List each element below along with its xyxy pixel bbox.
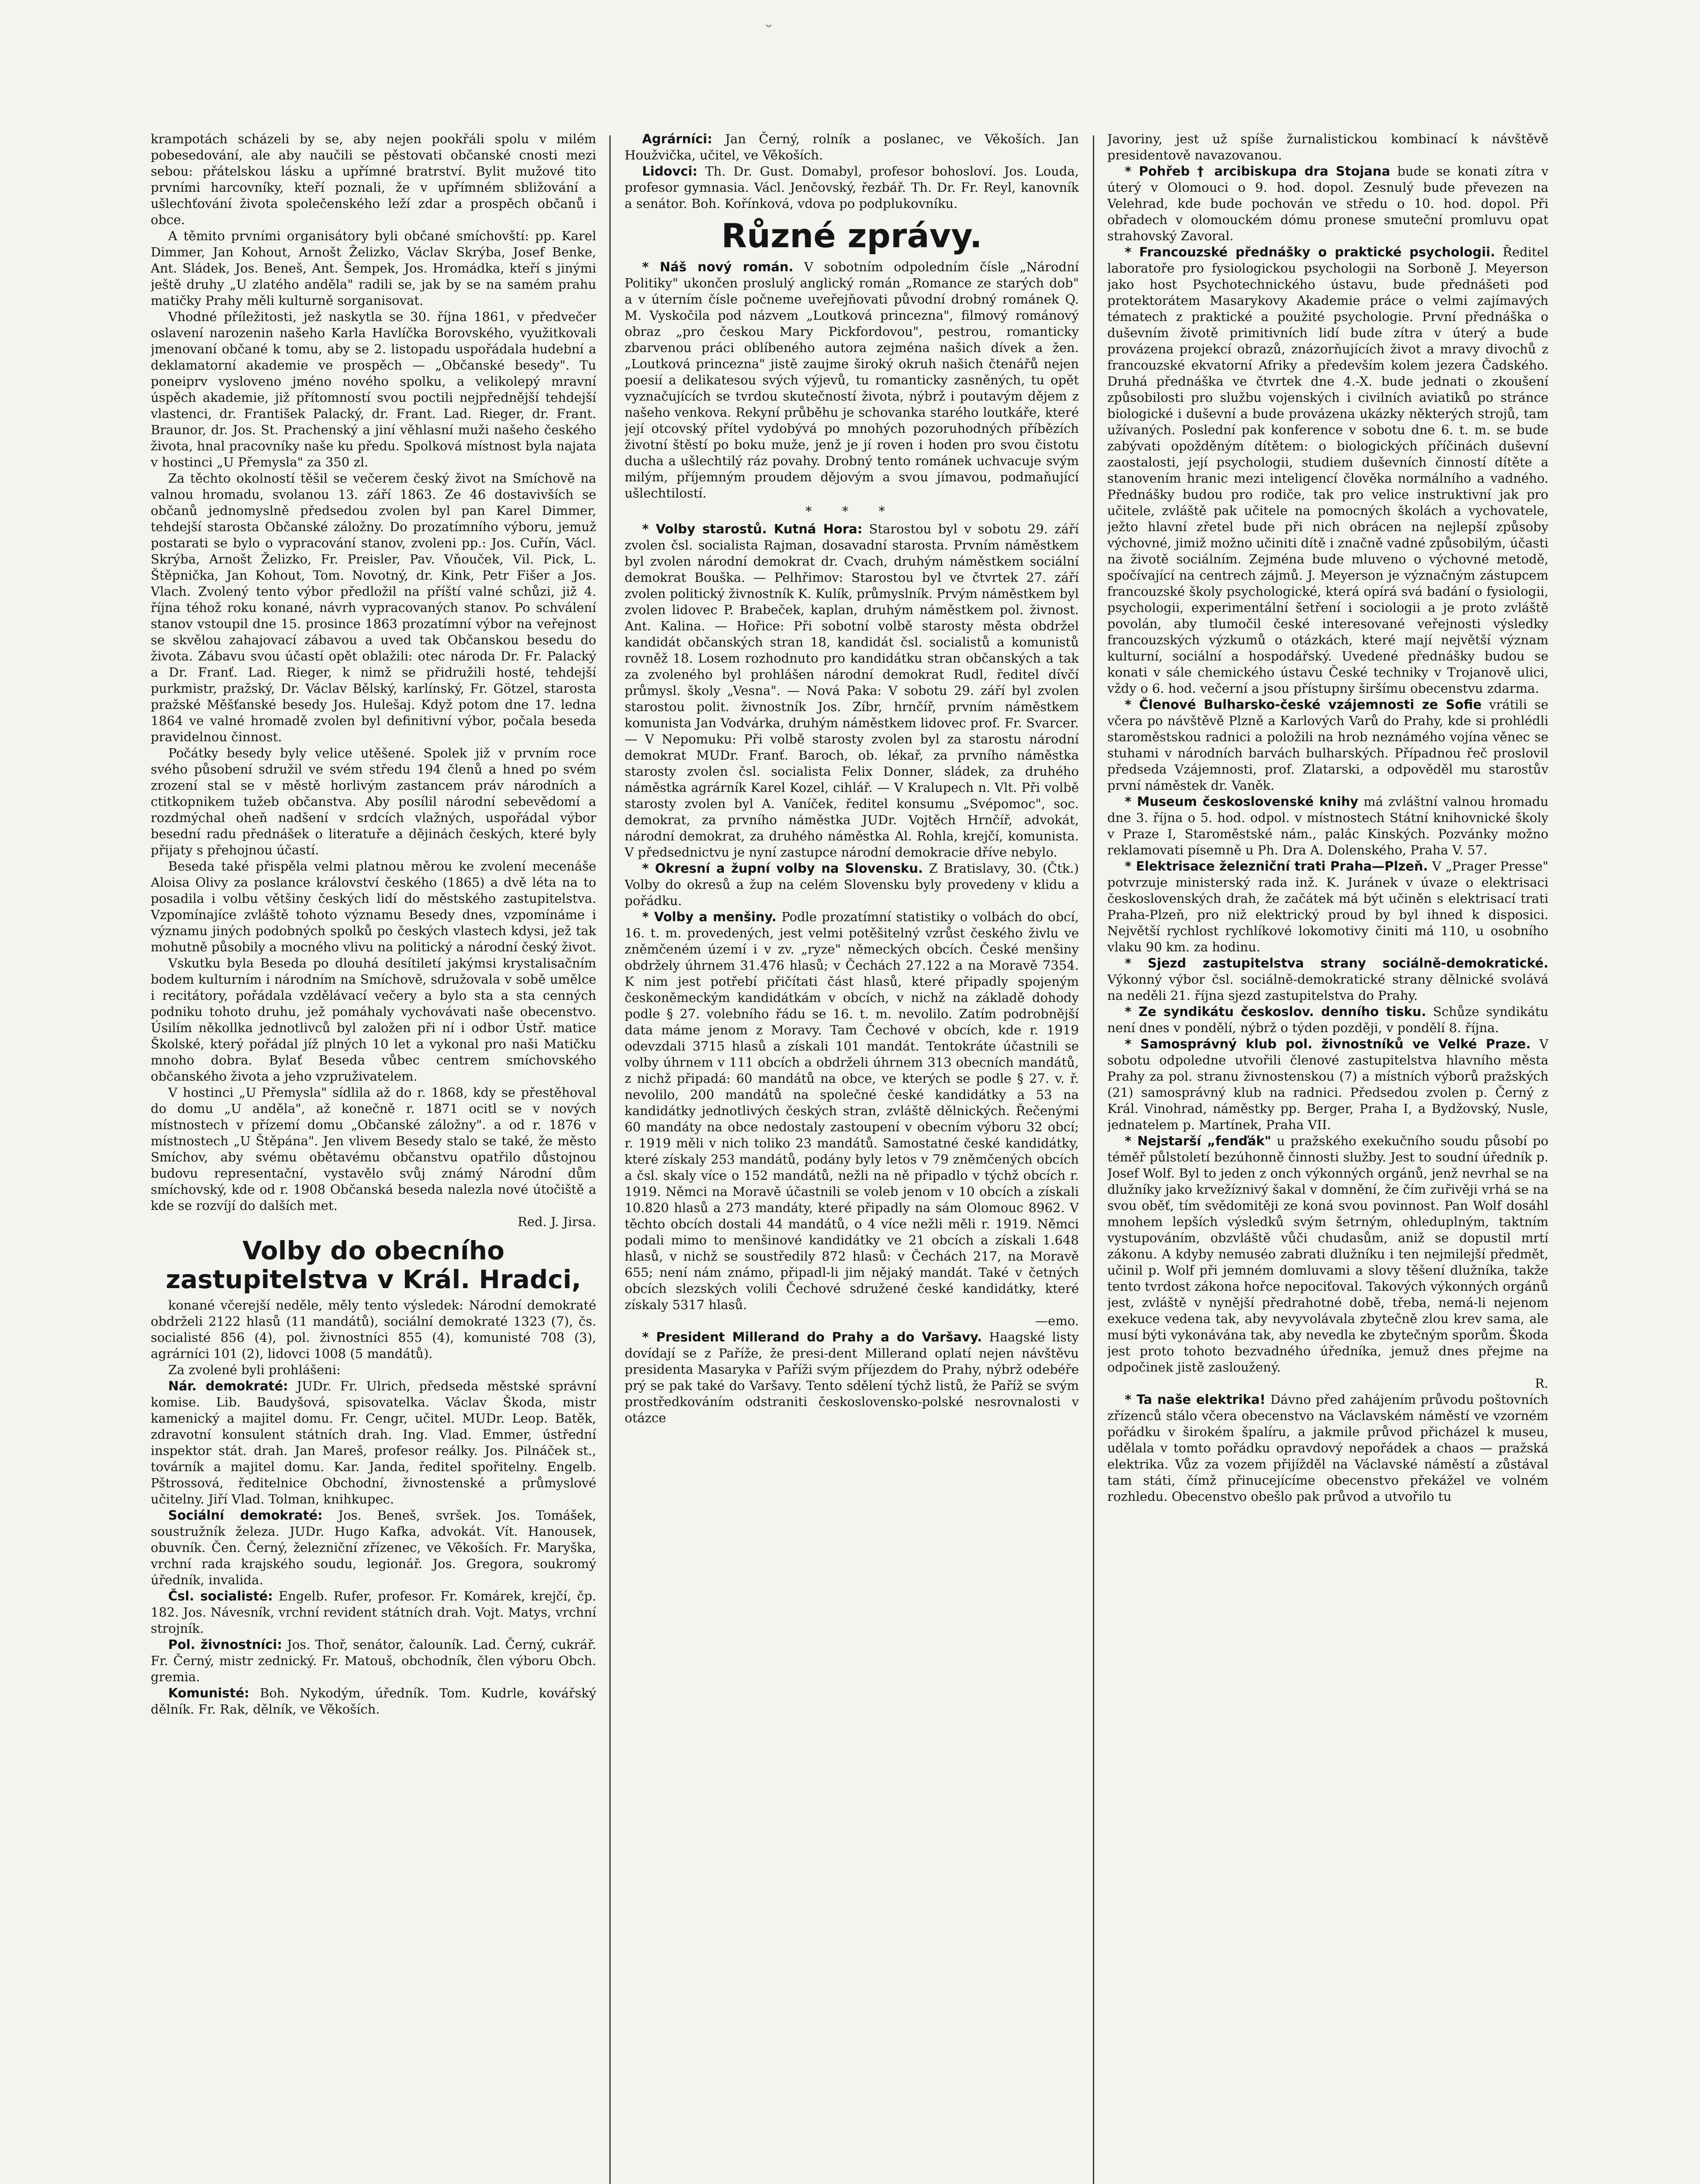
news-item-heading: * Pohřeb † arcibiskupa dra Stojana	[1125, 164, 1390, 179]
news-item	[1107, 1036, 1548, 1133]
news-item-text: Haagské listy dovídají se z Paříže, že presi-dent Millerand oplatí nejen návštěvu presidenta Masaryka v Paříži svým příjezdem do Prahy, nýbrž odebéře prý se pak také do Varšavy. Tento sdělení týchž listů, že Paříž se svým prostředkováním odstraniti československo-polské nesrovnalosti v otázce	[625, 1330, 1079, 1425]
news-item-heading: * Ze syndikátu českoslov. denního tisku.	[1125, 1004, 1427, 1019]
party-label: Agrárníci:	[642, 131, 712, 146]
news-item	[1107, 1004, 1548, 1036]
news-item-text: Dávno před zahájením průvodu poštovních zřízenců stálo včera obecenstvo na Václavském náměstí ve vzorném pořádku v širokém špalíru, a jakmile průvod přicházel k museu, udělala v tomto pořádku opravdový nepořádek a chaos — pražská elektrika. Vůz za vozem přijížděl na Václavské náměstí a zůstával tam státi, čímž přinucejícíme obecenstvo překážel ve volném rozhledu. Obecenstvo obešlo pak průvod a utvořilo tu	[1107, 1392, 1548, 1504]
party-members: Boh. Nykodým, úředník. Tom. Kudrle, kovářský dělník. Fr. Rak, dělník, ve Věkoších.	[151, 1686, 596, 1717]
party-members: Jan Černý, rolník a poslanec, ve Věkoších. Jan Houžvička, učitel, ve Věkoších.	[625, 131, 1079, 162]
news-item	[1107, 858, 1548, 955]
section-separator: * * *	[805, 504, 898, 518]
news-item	[1107, 1133, 1548, 1375]
newspaper-page	[151, 131, 1548, 2184]
article-paragraph: V hostinci „U Přemysla" sídlila až do r. 1868, kdy se přestěhoval do domu „U anděla", až konečně r. 1871 ocitl se v nových místnostech v přízemí domu „Občanské záložny". a od r. 1876 v místnostech „U Štěpána". Jen vlivem Besedy stalo se také, že město Smíchov, aby svému obětavému občanstvu opatřilo důstojnou budovu representační, vystavělo svůj známý Národní dům smíchovský, kde od r. 1908 Občanská beseda nalezla nové útočiště a kde se rozvíjí do dalších met.	[151, 1085, 596, 1213]
headline-various-news: Různé zprávy.	[721, 216, 982, 255]
party-members: Th. Dr. Gust. Domabyl, profesor bohosloví. Jos. Louda, profesor gymnasia. Václ. Jenčovský, řezbář. Th. Dr. Fr. Reyl, kanovník a senátor. Boh. Kořínková, vdova po podplukovníku.	[625, 164, 1079, 211]
news-item-heading: * Členové Bulharsko-české vzájemnosti ze Sofie	[1125, 697, 1482, 712]
news-item-heading: * Ta naše elektrika!	[1125, 1392, 1266, 1407]
news-item-text: V sobotu odpoledne utvořili členové zastupitelstva hlavního města Prahy za pol. stranu živnostenskou (7) a místních výborů pražských (21) samosprávný klub na radnici. Předsedou zvolen p. Černý z Král. Vinohrad, náměstky pp. Berger, Praha I, a Bydžovský, Nusle, jednatelem p. Martínek, Praha VII.	[1107, 1037, 1548, 1132]
news-item-text: bude se konati zítra v úterý v Olomouci o 9. hod. dopol. Zesnulý bude převezen na Velehrad, kde bude pochován ve středu o 10. hod. dopol. Při obřadech v olomouckém dómu pronese smuteční promluvu opat strahovský Zavoral.	[1107, 164, 1548, 243]
news-item-heading: * Elektrisace železniční trati Praha—Plzeň.	[1125, 859, 1428, 874]
article-paragraph: Za zvolené byli prohlášeni:	[168, 1362, 341, 1377]
article-paragraph: konané včerejší neděle, měly tento výsledek: Národní demokraté obdrželi 2122 hlasů (11 mandátů), sociální demokraté 1323 (7), čs. socialisté 856 (4), pol. živnostníci 855 (4), komunisté 708 (3), agrárníci 101 (2), lidovci 1008 (5 mandátů).	[151, 1298, 596, 1361]
party-list-ag	[625, 131, 1079, 163]
party-list-sd	[151, 1507, 596, 1588]
news-item-text: V sobotním odpoledním čísle „Národní Politiky" ukončen proslulý anglický román „Romance ze starých dob" a v úterním čísle počneme uveřejňovati původní drobný románek Q. M. Vyskočila pod názvem „Loutková princezna", filmový románový obraz „pro českou Mary Pickfordovou", pestrou, romanticky zbarvenou práci oblíbeného autora zejména našich dívek a žen. „Loutková princezna" jistě zaujme široký okruh našich čtenářů nejen poesií a delikatesou svých výjevů, tu romanticky zasněných, tu opět vyznačujících se tvrdou skutečností života, nýbrž i poutavým dějem z našeho venkova. Rekyní průběhu je schovanka starého loutkáře, které její otcovský přítel vydobývá po mnohých pozoruhodných příbězích životní štěstí po boku muže, jenž je jí roven i hoden pro svou čistotu ducha a ušlechtilý ráz povahy. Drobný tento románek uchvacuje svým milým, příjemným proudem dějovým a svou jímavou, podmaňující ušlechtilostí.	[625, 259, 1079, 501]
party-members: JUDr. Fr. Ulrich, předseda městské správní komise. Lib. Baudyšová, spisovatelka. Václav Škoda, mistr kamenický a majitel domu. Fr. Cengr, učitel. MUDr. Leop. Batěk, zdravotní konsulent státních drah. Ing. Vlad. Emmer, ústřední inspektor stát. drah. Jan Mareš, profesor reálky. Jos. Pilnáček st., továrník a majitel domu. Kar. Janda, ředitel spořitelny. Engelb. Pštrossová, ředitelnice Obchodní, živnostenské a průmyslové učitelny. Jiří Vlad. Tolman, knihkupec.	[151, 1379, 596, 1507]
news-item	[625, 259, 1079, 501]
news-item-heading: * President Millerand do Prahy a do Varšavy.	[642, 1330, 982, 1344]
article-paragraph: Vskutku byla Beseda po dlouhá desítiletí jakýmsi krystalisačním bodem kulturním i národním na Smíchově, sdružovala v sobě umělce i recitátory, pořádala vzdělávací večery a bylo sta a sta cenných podniku tohoto druhu, jež pomáhaly vychovávati naše obecenstvo. Úsilím někollka jednotlivců byl založen při ní i odbor Ústř. matice Školské, který pořádal jíž plných 10 let a vykonal pro naši Matičku mnoho dobra. Bylať Beseda vůbec centrem smíchovského občanského života a jeho vzpruživatelem.	[151, 956, 596, 1084]
news-item	[1107, 697, 1548, 794]
news-item	[1107, 163, 1548, 244]
news-item	[1107, 955, 1548, 1004]
party-members: Jos. Beneš, svršek. Jos. Tomášek, soustružník železa. JUDr. Hugo Kafka, advokát. Vít. Hanousek, obuvník. Čen. Černý, železniční zřízenec, ve Věkoších. Fr. Maryška, vrchní rada krajského soudu, legionář. Jos. Gregora, soukromý úředník, invalida.	[151, 1508, 596, 1587]
party-list-kom	[151, 1685, 596, 1717]
party-label: Čsl. socialisté:	[168, 1589, 273, 1603]
news-item-heading: * Náš nový román.	[642, 259, 794, 274]
news-item-heading: * Sjezd zastupitelstva strany sociálně-demokratické.	[1125, 956, 1548, 971]
party-label: Komunisté:	[168, 1686, 249, 1700]
news-item-text: Výkonný výbor čsl. sociálně-demokratické strany dělnické svolává na neděli 21. října sjezd zastupitelstva do Prahy.	[1107, 972, 1548, 1003]
news-item-heading: * Samosprávný klub pol. živnostníků ve Velké Praze.	[1125, 1037, 1531, 1051]
article-paragraph: Javoriny, jest už spíše žurnalistickou kombinací k návštěvě presidentově navazovanou.	[1107, 131, 1548, 162]
page-corner-mark: ˘	[764, 23, 773, 43]
news-item-text: Podle prozatímní statistiky o volbách do obcí, 16. t. m. provedených, jest velmi potěšitelný vzrůst českého živlu ve zněmčeném území i v zv. „ryze" německých obcích. České menšiny obdržely úhrnem 31.476 hlasů; v Čechách 27.122 a na Moravě 7354. K nim jest potřebí přičítati část hlasů, které připadly spojeným českoněmeckým kandidátkám v obcích, v nichž na základě dohody podle § 27. volebního řádu se 16. t. m. nevolilo. Zatím podrobnější data máme jenom z Moravy. Tam Čechové v obcích, kde r. 1919 odevzdali 3715 hlasů a získali 101 mandát. Tentokráte účastnili se volby úhrnem v 111 obcích a obdrželi úhrnem 313 obecních mandátů, z nichž připadá: 60 mandátů na obce, ve kterých se podle § 27. v. ř. nevolilo, 200 mandátů na společné české kandidátky a 53 na kandidátky jednotlivých českých stran, zvláště dělnických. Řečenými 60 mandáty na obce nedostaly zastoupení v obecním výboru 32 obcí; r. 1919 měli v nich toliko 23 mandátů. Samostatné české kandidátky, které získaly 253 mandátů, podány byly letos v 79 zněmčených obcích a čsl. skaly více o 152 mandátů, nežli na ně připadlo v týchž obcích r. 1919. Němci na Moravě účastnili se voleb jenom v 10 obcích a získali 10.820 hlasů a 273 mandáty, které připadly na sám Olomouc 8962. V těchto obcích dostali 44 mandátů, o 4 více nežli měli r. 1919. Němci podali mimo to menšinové kandidátky ve 21 obcích a získali 1.648 hlasů, v nichž se soustředily 872 hlasů: v Čechách 217, na Moravě 655; není nám známo, připadl-li jim nějaký mandát. Také v četných obcích slezských volili Čechové sdružené české kandidátky, které získaly 5317 hlasů.	[625, 909, 1079, 1312]
party-members: Engelb. Rufer, profesor. Fr. Komárek, krejčí, čp. 182. Jos. Návesník, vrchní revident státních drah. Vojt. Matys, vrchní strojník.	[151, 1589, 596, 1636]
party-label: Pol. živnostníci:	[168, 1637, 282, 1652]
article-paragraph: Za těchto okolností těšil se večerem český život na Smíchově na valnou hromadu, svolanou 13. září 1863. Ze 46 dostavivších se občanů jednomyslně předsedou zvolen byl pan Karel Dimmer, tehdejší starosta Občanské záložny. Do prozatímního výboru, jemuž postarati se bylo o vypracování stanov, zvoleni pp.: Jos. Cuřín, Václ. Skrýba, Arnošt Želizko, Fr. Preisler, Pav. Vňouček, Vil. Pick, L. Štěpnička, Jan Kohout, Tom. Novotný, dr. Kink, Petr Fišer a Jos. Vlach. Zvolený tento výbor předložil na příští valné schůzi, již 4. října téhož roku konané, návrh vypracovaných stanov. Po schválení stanov vstoupil dne 15. prosince 1863 prozatímní výbor na veřejnost se skvělou zahajovací zábavou a uved tak Občanskou besedu do života. Zábavu svou účastí opět oblažili: otec národa Dr. Fr. Palacký a Dr. Franť. Lad. Rieger, k nimž se přidružili hosté, tehdejší purkmistr, pražský, Dr. Václav Bělský, karlínský, Fr. Götzel, starosta pražské Měšťanské besedy Jos. Hulešaj. Když potom dne 17. ledna 1864 ve valné hromadě zvolen byl definitivní výbor, počala beseda pravidelnou činnost.	[151, 471, 596, 744]
party-list-lid	[625, 163, 1079, 212]
column-1	[151, 131, 596, 2184]
author-signature: Red. J. Jirsa.	[518, 1214, 596, 1229]
article-paragraph: A těmito prvními organisátory byli občané smíchovští: pp. Karel Dimmer, Jan Kohout, Arnošt Želizko, Václav Skrýba, Josef Benke, Ant. Sládek, Jos. Beneš, Ant. Šempek, Jos. Hromádka, kteří s jinými ještě druhy „U zlatého anděla" radili se, jak by se na samém prahu matičky Prahy měli kulturně sorganisovat.	[151, 228, 596, 308]
party-label: Lidovci:	[642, 164, 698, 179]
column-divider	[1093, 135, 1094, 2184]
news-item	[1107, 794, 1548, 858]
column-2	[625, 131, 1079, 2184]
news-item-text: Z Bratislavy, 30. (Čtk.) Volby do okresů a žup na celém Slovensku byly provedeny v klidu a pořádku.	[625, 861, 1079, 908]
news-item-text: má zvláštní valnou hromadu dne 3. října o 5. hod. odpol. v místnostech Státní knihovnické školy v Praze I, Staroměstské nám., palác Kinských. Pozvánky možno reklamovati písemně u Ph. Dra A. Dolenského, Praha V. 57.	[1107, 794, 1548, 857]
article-paragraph: krampotách scházeli by se, aby nejen pookřáli spolu v milém pobesedování, ale aby naučili se pěstovati občanské cnosti mezi sebou: přátelskou lásku a upřímné bratrství. Bylit mužové tito prvními harcovníky, kteří poznali, že v upřímném sbližování a ušlechťování života společenského leží zdar a prospěch občanů i obce.	[151, 131, 596, 227]
news-item	[625, 1329, 1079, 1426]
news-item-text: Starostou byl v sobotu 29. září zvolen čsl. socialista Rajman, dosavadní starosta. Prvním náměstkem byl zvolen národní demokrat dr. Cvach, druhým náměstkem sociální demokrat Bouška. — Pelhřimov: Starostou byl ve čtvrtek 27. září zvolen politický živnostník K. Kulík, průmyslník. Prvým náměstkem byl zvolen lidovec P. Brabeček, kaplan, druhým náměstkem pol. živnost. Ant. Kalina. — Hořice: Při sobotní volbě starosty města obdržel kandidát občanských stran 18, kandidát čsl. socialistů a komunistů rovněž 18. Losem rozhodnuto pro kandidátku stran občanských a tak za zvoleného byl prohlášen národní demokrat Rudl, ředitel dívčí průmysl. školy „Vesna". — Nová Paka: V sobotu 29. září byl zvolen starostou polit. živnostník Jos. Zíbr, hrnčíř, prvním náměstkem komunista Jan Vodvárka, druhým náměstkem lidovec prof. Fr. Svarcer. — V Nepomuku: Při volbě starosty zvolen byl za starostu národní demokrat MUDr. Franť. Baroch, ob. lékař, za prvního náměstka starosty zvolen čsl. socialista Felix Donner, sládek, za druhého náměstka agrárník Karel Kozel, cihlář. — V Kralupech n. Vlt. Při volbě starosty zvolen byl A. Vaníček, ředitel konsumu „Svépomoc", soc. demokrat, za prvního náměstka JUDr. Vojtěch Hrnčíř, advokát, národní demokrat, za druhého náměstka Al. Rohla, krejčí, komunista. V předsednictvu je nyní zastupce národní demokracie dříve nebylo.	[625, 522, 1079, 860]
news-item	[625, 521, 1079, 860]
author-signature: —emo.	[1035, 1313, 1079, 1328]
party-label: Nár. demokraté:	[168, 1379, 288, 1393]
news-item	[625, 909, 1079, 1313]
news-item-heading: * Volby starostů. Kutná Hora:	[642, 522, 863, 536]
news-item	[1107, 244, 1548, 697]
column-divider	[609, 135, 611, 2184]
party-list-cs	[151, 1588, 596, 1637]
news-item-text: V „Prager Presse" potvrzuje ministerský rada inž. K. Juránek v úvaze o elektrisaci československých drah, že začátek má být učiněn s elektrisací trati Praha-Plzeň, pro niž elektrický proud by byl ihned k disposici. Největší rychlost rychlíkové lokomotivy činiti má 110, u osobního vlaku 90 km. za hodinu.	[1107, 859, 1548, 954]
article-paragraph: Vhodné příležitosti, jež naskytla se 30. října 1861, v předvečer oslavení narozenin našeho Karla Havlíčka Borovského, využitkovali jmenovaní občané k tomu, aby se 2. listopadu uspořádala hudební a deklamatorní akademie ve prospěch — „Občanské besedy". Tu poneiprv vysloveno jméno nového spolku, a velikolepý mravní úspěch akademie, již přítomností svou poctili nejpřednější tehdejší vlastenci, dr. František Palacký, dr. Frant. Lad. Rieger, dr. Frant. Braunor, dr. Jos. St. Prachenský a jiní věhlasní muži našeho českého života, hnal pracovníky naše ku předu. Spolková místnost byla najata v hostinci „U Přemysla" za 350 zl.	[151, 309, 596, 470]
news-item-text: vrátili se včera po návštěvě Plzně a Karlových Varů do Prahy, kde si prohlédli staroměstskou radnici a položili na hrob neznámého vojína věnec se stuhami v národních barvách bulharských. Případnou řeč proslovil předseda Vzájemnosti, prof. Zlatarski, a odpověděl mu starostův první náměstek dr. Vaněk.	[1107, 697, 1548, 793]
news-item-heading: * Okresní a župní volby na Slovensku.	[642, 861, 923, 876]
article-paragraph: Beseda také přispěla velmi platnou měrou ke zvolení mecenáše Aloisa Olivy za poslance království českého (1865) a dvě léta na to posadila i volbu většiny českých lidí do městského zastupitelstva. Vzpomínajíce zvláště tohoto významu Besedy dnes, vzpomínáme i významu jiných podobných spolků po českých vlastech kdysi, jež tak mohutně působily a mocného vlivu na politický a národní český život.	[151, 859, 596, 954]
news-item-text: Ředitel laboratoře pro fysiologickou psychologii na Sorboně J. Meyerson jako host Psychotechnického ústavu, bude přednášeti pod protektorátem Masarykovy Akademie práce o velmi zajímavých tématech z praktické a použité psychologie. První přednáška o duševním životě primitivních lidí bude zítra v úterý a bude provázena projekcí obrazů, znázorňujících život a mravy divochů z francouzské ekvatorní Afriky a především kolem jezera Čadského. Druhá přednáška ve čtvrtek dne 4.-X. bude jednati o zkoušení způsobilosti pro službu vojenských i civilních aviatiků po stránce biologické i duševní a bude provázena ukázky některých strojů, tam užívaných. Poslední pak konference v sobotu dne 6. t. m. se bude zabývati opožděným dítětem: o biologických příčinách duševní zaostalosti, její psychologii, studiem duševních činností dítěte a stanovením hranic mezi inteligencí člověka normálního a vadného. Přednášky budou pro rodiče, tak pro velice instruktivní jak pro učitele, zvláště pak učitele na pomocných školách a vychovatele, ježto hlavní zřetel bude při nich obrácen na nejlepší způsoby výchovné, jimiž možno učiniti dítě i značně vadné způsobilým, účasti na životě sociálním. Zejména bude mluveno o výchovné metodě, spočívající na centrech zájmů. J. Meyerson je význačným zástupcem francouzské školy psychologické, která opírá svá badání o fysiologii, psychologii, experimentální šetření i sociologii a je proto zvláště povolán, aby tlumočil české interesované veřejnosti výsledky francouzských výzkumů o otázkách, které mají největší význam kulturní, sociální a hospodářský. Uvedené přednášky budou se konati v sále chemického ústavu České techniky v Trojanově ulici, vždy o 6. hod. večerní a jsou přístupny širšímu obecenstvu zdarma.	[1107, 245, 1548, 696]
party-list-nd	[151, 1378, 596, 1507]
news-item-heading: * Francouzské přednášky o praktické psychologii.	[1125, 245, 1495, 259]
party-list-pz	[151, 1637, 596, 1685]
news-item-heading: * Volby a menšiny.	[642, 909, 777, 924]
news-item-heading: * Museum československé knihy	[1125, 794, 1358, 809]
party-members: Jos. Thoř, senátor, čalouník. Lad. Černý, cukrář. Fr. Černý, mistr zednický. Fr. Matouš, obchodník, člen výboru Obch. gremia.	[151, 1637, 596, 1684]
article-paragraph: Počátky besedy byly velice utěšené. Spolek již v prvním roce svého působení sdružil ve svém středu 194 členů a hned po svém zrození stal se v městě horlivým zastancem práv národních a ctitkopnikem tužeb občanstva. Aby posílil národní sebevědomí a rozdmýchal oheň nadšení v srdcích vlažných, uspořádal výbor besední radu přednášek o literatuře a dějinách českých, které byly přijaty s přehojnou účastí.	[151, 746, 596, 857]
column-3	[1107, 131, 1548, 2184]
news-item-text: u pražského exekučního soudu působí po téměř půlstoletí bezúhonně činnosti služby. Jest to soudní úředník p. Josef Wolf. Byl to jeden z onch výkonných orgánů, jenž nevrhal se na dlužníky jako krvežíznivý šakal v domnění, že čím zuřivěji vrhá se na svou oběť, tím svědomitěji ze koná svou povinnost. Pan Wolf dosáhl mnohem lepších výsledků svým šetrným, ohleduplným, taktním vystupováním, obzvláště vůči chudasům, aniž se dopustil mrtí zákonu. A kdyby nemuséo zabrati dlužníku i ten nejmilejší předmět, učinil p. Wolf při jemném domluvami a slovy těšení dlužníka, takže tento tvrdost zákona hořce nepociťoval. Takových výkonných orgánů jest, zvláště v nynější předrahotné době, třeba, nemá-li nejenom exekuce vedena tak, aby nevyvolávala zbytečně zlou krev sama, ale musí býti vykonávána tak, aby nevedla ke zbytečným sporům. Škoda jest proto tohoto bezvadného úředníka, jemuž dnes přejme na odpočinek jistě zasloužený.	[1107, 1133, 1548, 1375]
headline-hradec-elections: Volby do obecního zastupitelstva v Král. Hradci,	[166, 1236, 581, 1294]
author-signature: R.	[1534, 1376, 1548, 1391]
news-item-heading: * Nejstarší „fenďák"	[1125, 1133, 1272, 1148]
news-item	[625, 860, 1079, 909]
news-item-text: Schůze syndikátu není dnes v pondělí, nýbrž o týden později, v pondělí 8. října.	[1107, 1004, 1548, 1035]
party-label: Sociální demokraté:	[168, 1508, 323, 1523]
news-item	[1107, 1392, 1548, 1505]
